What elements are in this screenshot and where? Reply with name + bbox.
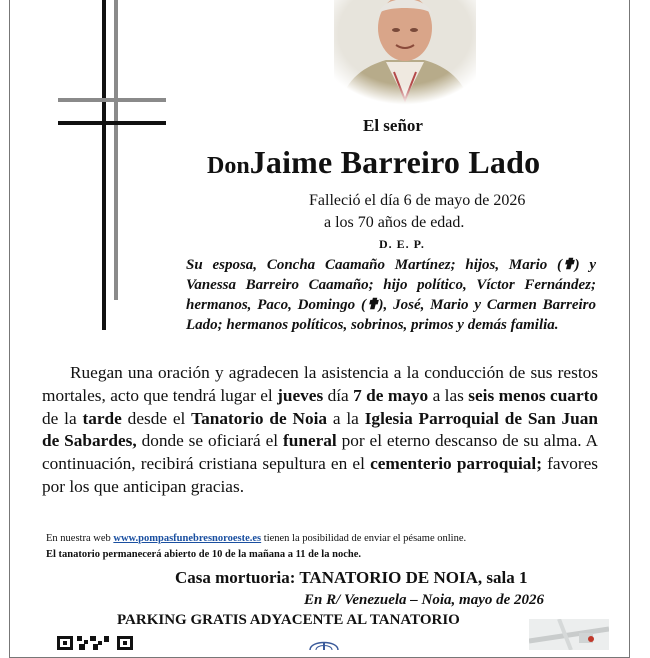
funeral-home-emblem-icon bbox=[304, 636, 344, 650]
honorific: Don bbox=[207, 153, 250, 179]
full-name: Jaime Barreiro Lado bbox=[249, 144, 541, 180]
announcement-paragraph: Ruegan una oración y agradecen la asistencia a la conducción de sus restos mortales, acto que tendrá lugar el jueves día 7 de mayo a las seis menos cuarto de la tarde desde el Tanatorio de Noia a la Iglesia Parroquial de San Juan de Sabardes, donde se oficiará el funeral por el eterno descanso de su alma. A continuación, recibirá cristiana sepultura en el cementerio parroquial; favores por los que anticipan gracias. bbox=[42, 363, 599, 496]
death-date-line: Falleció el día 6 de mayo de 2026 bbox=[309, 192, 526, 209]
deceased-name bbox=[207, 144, 540, 181]
location-map-icon[interactable] bbox=[529, 619, 609, 650]
opening-hours-note: El tanatorio permanecerá abierto de 10 de la mañana a 11 de la noche. bbox=[46, 549, 361, 560]
web-condolence-note bbox=[46, 533, 466, 544]
family-paragraph: Su esposa, Concha Caamaño Martínez; hijos, Mario (✟) y Vanessa Barreiro Caamaño; hijo político, Víctor Fernández; hermanos, Paco, Domingo (✟), José, Mario y Carmen Barreiro Lado; hermanos políticos, sobrinos, primos y demás familia. bbox=[186, 257, 596, 333]
rip-abbreviation: D. E. P. bbox=[379, 237, 425, 251]
latin-cross-icon bbox=[58, 0, 168, 332]
qr-code-icon[interactable] bbox=[57, 632, 135, 650]
web-note-prefix: En nuestra web bbox=[46, 533, 111, 544]
age-line: a los 70 años de edad. bbox=[324, 214, 465, 231]
parking-notice: PARKING GRATIS ADYACENTE AL TANATORIO bbox=[117, 612, 460, 628]
website-link[interactable]: www.pompasfunebresnoroeste.es bbox=[113, 533, 262, 544]
deceased-portrait bbox=[334, 0, 476, 110]
heading-title: El señor bbox=[363, 116, 423, 135]
place-date: En R/ Venezuela – Noia, mayo de 2026 bbox=[304, 592, 545, 608]
casa-mortuoria: Casa mortuoria: TANATORIO DE NOIA, sala 1 bbox=[175, 568, 528, 587]
web-note-suffix: tienen la posibilidad de enviar el pésame online. bbox=[263, 533, 467, 544]
